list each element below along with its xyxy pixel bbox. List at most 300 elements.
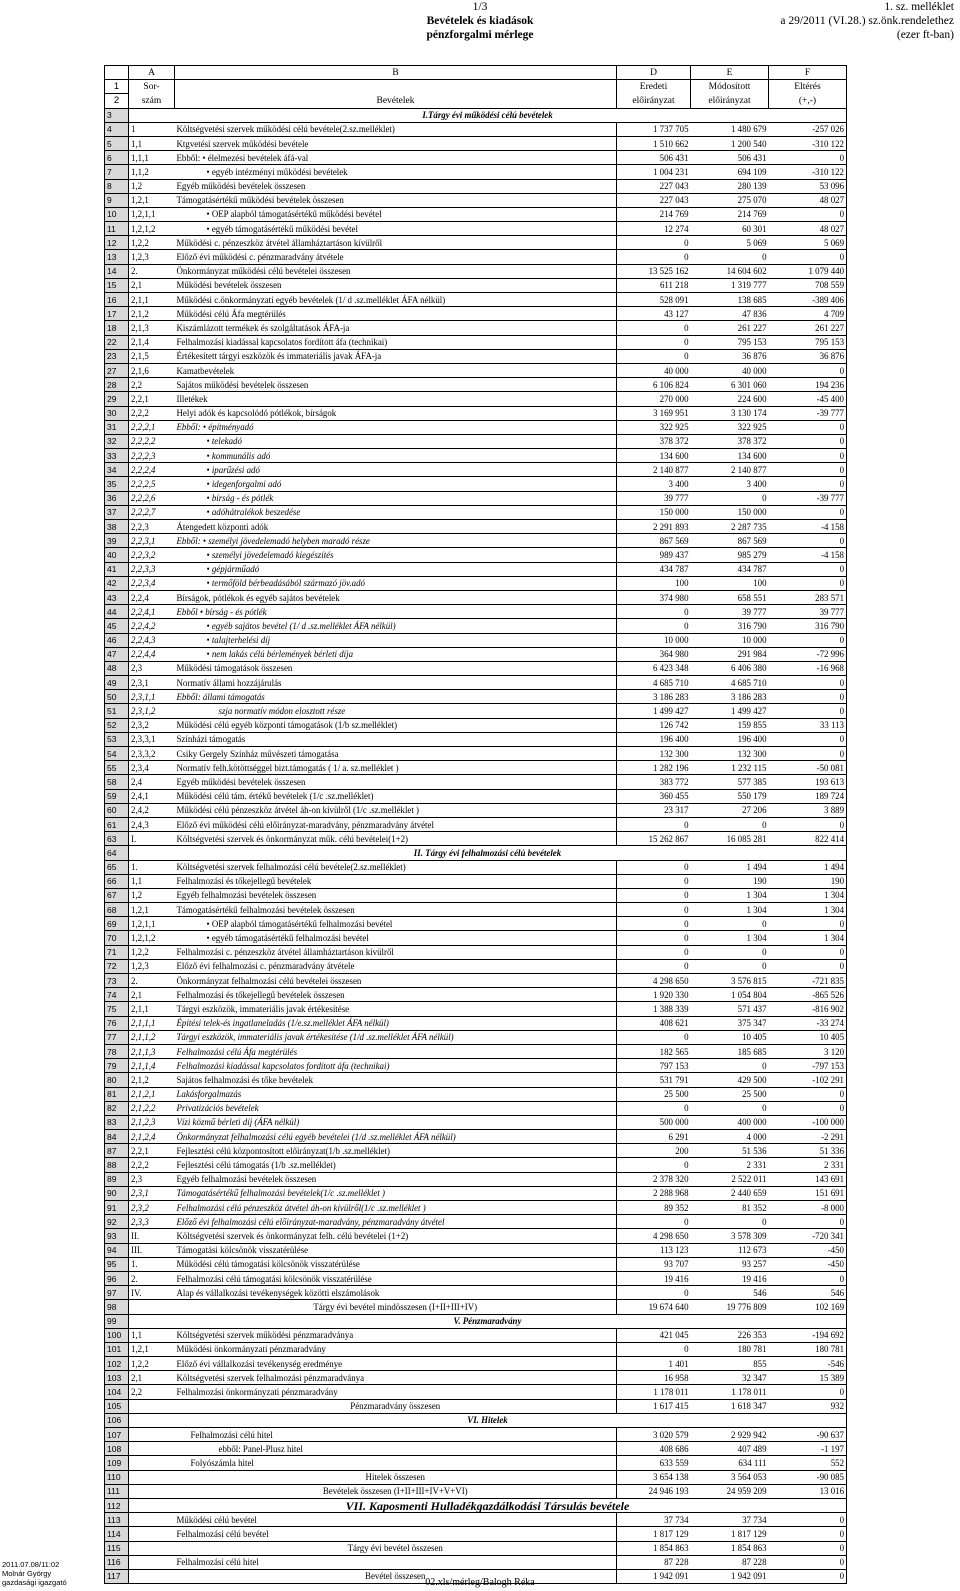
value-modified: 190 xyxy=(691,874,769,888)
table-row xyxy=(105,1371,847,1385)
row-code: 2,1,2,3 xyxy=(129,1115,175,1129)
row-label: Költségvetési szervek működési pénzmaradványa xyxy=(175,1328,617,1342)
value-modified: 694 109 xyxy=(691,165,769,179)
value-original: 25 500 xyxy=(617,1087,691,1101)
row-label: Tárgyi eszközök, immateriális javak értékesítése (1/d .sz.melléklet ÁFA nélkül) xyxy=(175,1030,617,1044)
row-code: 2,2,2 xyxy=(129,1158,175,1172)
table-row xyxy=(105,789,847,803)
value-original: 1 817 129 xyxy=(617,1527,691,1541)
value-difference: -2 291 xyxy=(769,1130,847,1144)
row-label: • egyéb sajátos bevétel (1/ d .sz.melléklet ÁFA nélkül) xyxy=(175,619,617,633)
value-difference: 0 xyxy=(769,151,847,165)
value-original: 0 xyxy=(617,1101,691,1115)
value-difference: 36 876 xyxy=(769,349,847,363)
row-number: 117 xyxy=(105,1569,129,1583)
value-modified: 27 206 xyxy=(691,803,769,817)
value-original: 43 127 xyxy=(617,307,691,321)
row-number: 113 xyxy=(105,1513,129,1527)
document-title: Bevételek és kiadások xyxy=(426,15,534,27)
table-row xyxy=(105,718,847,732)
table-row xyxy=(105,1016,847,1030)
row-number: 93 xyxy=(105,1229,129,1243)
value-original: 89 352 xyxy=(617,1201,691,1215)
table-row xyxy=(105,278,847,292)
row-label: Csiky Gergely Színház művészeti támogatása xyxy=(175,747,617,761)
value-difference: 0 xyxy=(769,633,847,647)
value-modified: 4 685 710 xyxy=(691,676,769,690)
row-code xyxy=(129,1541,175,1555)
row-code: 2,1,1 xyxy=(129,293,175,307)
row-number: 67 xyxy=(105,888,129,902)
value-original: 2 378 320 xyxy=(617,1172,691,1186)
value-original: 0 xyxy=(617,1158,691,1172)
value-original: 214 769 xyxy=(617,207,691,221)
value-original: 506 431 xyxy=(617,151,691,165)
header-row-2 xyxy=(105,94,847,108)
row-label: Felhalmozási célú támogatási kölcsönök visszatérülése xyxy=(175,1271,617,1285)
row-label: Ktgvetési szervek működési bevétele xyxy=(175,136,617,150)
value-original: 0 xyxy=(617,1286,691,1300)
table-row xyxy=(105,1087,847,1101)
value-difference: -72 996 xyxy=(769,647,847,661)
value-modified: 0 xyxy=(691,917,769,931)
value-modified: 132 300 xyxy=(691,747,769,761)
value-difference: 102 169 xyxy=(769,1300,847,1314)
row-code: 1,2,2 xyxy=(129,236,175,250)
value-difference: -4 158 xyxy=(769,548,847,562)
col-letter-a: A xyxy=(129,66,175,80)
row-code: 1,2,1,1 xyxy=(129,917,175,931)
row-number: 104 xyxy=(105,1385,129,1399)
value-difference: 0 xyxy=(769,477,847,491)
value-modified: 275 070 xyxy=(691,193,769,207)
row-number: 9 xyxy=(105,193,129,207)
value-original: 100 xyxy=(617,576,691,590)
row-code: 1,2,1 xyxy=(129,193,175,207)
value-difference: 0 xyxy=(769,959,847,973)
value-modified: 1 854 863 xyxy=(691,1541,769,1555)
value-difference: 0 xyxy=(769,1541,847,1555)
table-row xyxy=(105,661,847,675)
row-code: 2,4,2 xyxy=(129,803,175,817)
row-label: Tárgy évi bevétel összesen xyxy=(175,1541,617,1555)
table-row xyxy=(105,1059,847,1073)
value-difference: 283 571 xyxy=(769,590,847,604)
value-modified: 32 347 xyxy=(691,1371,769,1385)
row-number: 91 xyxy=(105,1201,129,1215)
value-original: 270 000 xyxy=(617,392,691,406)
table-row xyxy=(105,1115,847,1129)
table-row xyxy=(105,903,847,917)
value-modified: 25 500 xyxy=(691,1087,769,1101)
document-subtitle: pénzforgalmi mérlege xyxy=(426,29,534,41)
row-number: 88 xyxy=(105,1158,129,1172)
row-label: • talajterhelési díj xyxy=(175,633,617,647)
table-row xyxy=(105,562,847,576)
table-row xyxy=(105,335,847,349)
table-row xyxy=(105,392,847,406)
row-code: 2,3,3,1 xyxy=(129,732,175,746)
row-label: Felhalmozási c. pénzeszköz átvétel államháztartáson kívülről xyxy=(175,945,617,959)
value-difference: 3 889 xyxy=(769,803,847,817)
row-number: 52 xyxy=(105,718,129,732)
value-original: 989 437 xyxy=(617,548,691,562)
table-row xyxy=(105,505,847,519)
value-difference: -100 000 xyxy=(769,1115,847,1129)
row-number: 103 xyxy=(105,1371,129,1385)
row-label: Normatív állami hozzájárulás xyxy=(175,676,617,690)
row-number: 13 xyxy=(105,250,129,264)
row-number: 59 xyxy=(105,789,129,803)
value-difference: 0 xyxy=(769,420,847,434)
row-label: Ebből: • személyi jövedelemadó helyben maradó része xyxy=(175,534,617,548)
row-label: ebből: Panel-Plusz hitel xyxy=(175,1442,617,1456)
table-row xyxy=(105,1413,847,1427)
table-row xyxy=(105,363,847,377)
row-code xyxy=(129,1484,175,1498)
row-code: 1,1,1 xyxy=(129,151,175,165)
value-modified: 93 257 xyxy=(691,1257,769,1271)
value-modified: 6 406 380 xyxy=(691,661,769,675)
value-difference: -720 341 xyxy=(769,1229,847,1243)
value-original: 1 388 339 xyxy=(617,1002,691,1016)
row-code xyxy=(129,1513,175,1527)
row-code: 2,2,4,1 xyxy=(129,605,175,619)
value-original: 3 020 579 xyxy=(617,1428,691,1442)
value-original: 40 000 xyxy=(617,363,691,377)
table-row xyxy=(105,491,847,505)
value-difference: 0 xyxy=(769,1527,847,1541)
value-original: 200 xyxy=(617,1144,691,1158)
value-difference: 1 079 440 xyxy=(769,264,847,278)
row-number: 71 xyxy=(105,945,129,959)
value-modified: 550 179 xyxy=(691,789,769,803)
value-original: 227 043 xyxy=(617,193,691,207)
value-difference: -8 000 xyxy=(769,1201,847,1215)
value-difference: 0 xyxy=(769,1101,847,1115)
value-difference: 33 113 xyxy=(769,718,847,732)
row-number: 111 xyxy=(105,1484,129,1498)
value-modified: 1 304 xyxy=(691,931,769,945)
table-row xyxy=(105,747,847,761)
value-modified: 316 790 xyxy=(691,619,769,633)
value-original: 1 854 863 xyxy=(617,1541,691,1555)
value-modified: 1 200 540 xyxy=(691,136,769,150)
value-original: 0 xyxy=(617,1030,691,1044)
value-difference: 53 096 xyxy=(769,179,847,193)
value-modified: 1 304 xyxy=(691,903,769,917)
table-row xyxy=(105,576,847,590)
table-row xyxy=(105,207,847,221)
value-difference: 1 304 xyxy=(769,888,847,902)
value-difference: 0 xyxy=(769,562,847,576)
row-label: Felhalmozási célú hitel xyxy=(175,1428,617,1442)
row-label: • bírság - és pótlék xyxy=(175,491,617,505)
value-original: 0 xyxy=(617,959,691,973)
value-difference: -721 835 xyxy=(769,974,847,988)
value-original: 3 654 138 xyxy=(617,1470,691,1484)
value-difference: 48 027 xyxy=(769,193,847,207)
row-code: 2,2,3,3 xyxy=(129,562,175,576)
revenue-table xyxy=(104,65,847,1584)
table-row xyxy=(105,1101,847,1115)
table-row xyxy=(105,846,847,860)
row-number: 106 xyxy=(105,1413,129,1427)
table-row xyxy=(105,1002,847,1016)
value-modified: 1 232 115 xyxy=(691,761,769,775)
value-difference: 546 xyxy=(769,1286,847,1300)
value-original: 434 787 xyxy=(617,562,691,576)
header-bevetelek-2: Bevételek xyxy=(175,94,617,108)
row-label: Működési c. pénzeszköz átvétel államháztartáson kívülről xyxy=(175,236,617,250)
table-row xyxy=(105,888,847,902)
value-modified: 855 xyxy=(691,1357,769,1371)
row-code: 1. xyxy=(129,860,175,874)
value-original: 4 298 650 xyxy=(617,974,691,988)
value-modified: 47 836 xyxy=(691,307,769,321)
row-code: 1,1 xyxy=(129,874,175,888)
table-row xyxy=(105,1484,847,1498)
value-difference: -39 777 xyxy=(769,491,847,505)
value-original: 16 958 xyxy=(617,1371,691,1385)
row-number: 65 xyxy=(105,860,129,874)
row-code: 2,2,2 xyxy=(129,406,175,420)
value-difference: 0 xyxy=(769,576,847,590)
value-modified: 322 925 xyxy=(691,420,769,434)
value-modified: 39 777 xyxy=(691,605,769,619)
value-original: 6 291 xyxy=(617,1130,691,1144)
row-code: 2,1,2 xyxy=(129,307,175,321)
value-original: 23 317 xyxy=(617,803,691,817)
row-code: 1,2,1 xyxy=(129,1342,175,1356)
table-row xyxy=(105,917,847,931)
table-row xyxy=(105,959,847,973)
row-number: 51 xyxy=(105,704,129,718)
row-label: Költségvetési szervek felhalmozási pénzmaradványa xyxy=(175,1371,617,1385)
value-difference: 151 691 xyxy=(769,1186,847,1200)
row-label: Előző évi működési célú előirányzat-maradvány, pénzmaradvány átvétel xyxy=(175,817,617,831)
table-row xyxy=(105,690,847,704)
value-modified: 87 228 xyxy=(691,1555,769,1569)
row-code: 2,2,3,4 xyxy=(129,576,175,590)
table-row xyxy=(105,122,847,136)
table-row xyxy=(105,548,847,562)
row-number: 108 xyxy=(105,1442,129,1456)
value-difference: 10 405 xyxy=(769,1030,847,1044)
row-label: Lakásforgalmazás xyxy=(175,1087,617,1101)
row-code: 2,3 xyxy=(129,661,175,675)
value-difference: -4 158 xyxy=(769,520,847,534)
row-number: 72 xyxy=(105,959,129,973)
row-number: 75 xyxy=(105,1002,129,1016)
value-original: 408 621 xyxy=(617,1016,691,1030)
row-number: 112 xyxy=(105,1498,129,1512)
row-code: 2,1,1,4 xyxy=(129,1059,175,1073)
row-code: 1,2,1,2 xyxy=(129,222,175,236)
row-label: Bírságok, pótlékok és egyéb sajátos bevételek xyxy=(175,590,617,604)
row-code: 2,1,4 xyxy=(129,335,175,349)
table-row xyxy=(105,1073,847,1087)
value-original: 1 004 231 xyxy=(617,165,691,179)
row-number: 53 xyxy=(105,732,129,746)
value-difference: 48 027 xyxy=(769,222,847,236)
value-original: 150 000 xyxy=(617,505,691,519)
row-code: 1,2,1 xyxy=(129,903,175,917)
row-code: 2,1 xyxy=(129,988,175,1002)
value-original: 93 707 xyxy=(617,1257,691,1271)
row-code: 1,2,3 xyxy=(129,250,175,264)
value-difference: -389 406 xyxy=(769,293,847,307)
value-difference: -865 526 xyxy=(769,988,847,1002)
row-number: 64 xyxy=(105,846,129,860)
row-number: 5 xyxy=(105,136,129,150)
value-original: 1 401 xyxy=(617,1357,691,1371)
row-number: 44 xyxy=(105,605,129,619)
row-number: 82 xyxy=(105,1101,129,1115)
value-original: 1 499 427 xyxy=(617,704,691,718)
table-row xyxy=(105,1513,847,1527)
value-original: 1 282 196 xyxy=(617,761,691,775)
table-row xyxy=(105,988,847,1002)
table-row xyxy=(105,108,847,122)
row-number: 76 xyxy=(105,1016,129,1030)
value-difference: 1 304 xyxy=(769,903,847,917)
table-row xyxy=(105,1271,847,1285)
table-row xyxy=(105,1229,847,1243)
row-number: 43 xyxy=(105,590,129,604)
row-number: 14 xyxy=(105,264,129,278)
row-number: 34 xyxy=(105,463,129,477)
row-label: Költségvetési szervek működési célú bevétele(2.sz.melléklet) xyxy=(175,122,617,136)
value-difference: -194 692 xyxy=(769,1328,847,1342)
row-label: Hitelek összesen xyxy=(175,1470,617,1484)
row-number: 74 xyxy=(105,988,129,1002)
row-label: Kamatbevételek xyxy=(175,363,617,377)
row-label: Támogatási kölcsönök visszatérülése xyxy=(175,1243,617,1257)
value-original: 383 772 xyxy=(617,775,691,789)
value-modified: 867 569 xyxy=(691,534,769,548)
row-label: Építési telek-és ingatlaneladás (1/e.sz.melléklet ÁFA nélkül) xyxy=(175,1016,617,1030)
table-row xyxy=(105,1555,847,1569)
value-difference: -257 026 xyxy=(769,122,847,136)
value-modified: 0 xyxy=(691,1101,769,1115)
row-number: 115 xyxy=(105,1541,129,1555)
table-row xyxy=(105,974,847,988)
value-modified: 196 400 xyxy=(691,732,769,746)
row-code xyxy=(129,1555,175,1569)
value-difference: 0 xyxy=(769,463,847,477)
row-code: 2,3,1,2 xyxy=(129,704,175,718)
value-modified: 506 431 xyxy=(691,151,769,165)
row-number: 38 xyxy=(105,520,129,534)
row-number: 87 xyxy=(105,1144,129,1158)
value-modified: 1 499 427 xyxy=(691,704,769,718)
value-difference: 0 xyxy=(769,817,847,831)
row-number: 70 xyxy=(105,931,129,945)
value-modified: 546 xyxy=(691,1286,769,1300)
row-code xyxy=(129,1527,175,1541)
value-original: 2 140 877 xyxy=(617,463,691,477)
row-code: 2. xyxy=(129,1271,175,1285)
value-difference: 190 xyxy=(769,874,847,888)
table-row xyxy=(105,676,847,690)
row-label: Bevétel összesen xyxy=(175,1569,617,1583)
value-difference: -816 902 xyxy=(769,1002,847,1016)
row-label: • termőföld bérbeadásából származó jöv.adó xyxy=(175,576,617,590)
table-row xyxy=(105,463,847,477)
value-original: 87 228 xyxy=(617,1555,691,1569)
table-row xyxy=(105,590,847,604)
value-modified: 375 347 xyxy=(691,1016,769,1030)
value-difference: -50 081 xyxy=(769,761,847,775)
value-difference: 0 xyxy=(769,1555,847,1569)
row-code: 2,3,4 xyxy=(129,761,175,775)
table-row xyxy=(105,321,847,335)
decree-label: a 29/2011 (VI.28.) sz.önk.rendelethez xyxy=(780,15,954,27)
row-label: • iparűzési adó xyxy=(175,463,617,477)
table-row xyxy=(105,193,847,207)
row-number: 55 xyxy=(105,761,129,775)
row-label: Egyéb felhalmozási bevételek összesen xyxy=(175,888,617,902)
row-number: 66 xyxy=(105,874,129,888)
col-letter-d: D xyxy=(617,66,691,80)
row-code: 2,3,3,2 xyxy=(129,747,175,761)
row-number: 40 xyxy=(105,548,129,562)
table-row xyxy=(105,1456,847,1470)
corner-cell xyxy=(105,66,129,80)
table-row xyxy=(105,165,847,179)
value-original: 0 xyxy=(617,817,691,831)
row-number: 46 xyxy=(105,633,129,647)
table-row xyxy=(105,619,847,633)
value-difference: -450 xyxy=(769,1243,847,1257)
value-modified: 1 304 xyxy=(691,888,769,902)
value-modified: 2 440 659 xyxy=(691,1186,769,1200)
column-letters-row xyxy=(105,66,847,80)
row-code: 2,1,2,1 xyxy=(129,1087,175,1101)
table-row xyxy=(105,1385,847,1399)
row-label: Előző évi felhalmozási c. pénzmaradvány átvétele xyxy=(175,959,617,973)
row-label: Működési támogatások összesen xyxy=(175,661,617,675)
table-row xyxy=(105,349,847,363)
row-label: Előző évi vállalkozási tevékenység eredménye xyxy=(175,1357,617,1371)
table-row xyxy=(105,1044,847,1058)
table-row xyxy=(105,945,847,959)
row-number: 69 xyxy=(105,917,129,931)
value-original: 611 218 xyxy=(617,278,691,292)
value-modified: 226 353 xyxy=(691,1328,769,1342)
value-original: 10 000 xyxy=(617,633,691,647)
row-code: 2,1,6 xyxy=(129,363,175,377)
value-modified: 24 959 209 xyxy=(691,1484,769,1498)
row-label: Felhalmozási kiadással kapcsolatos fordított áfa (technikai) xyxy=(175,335,617,349)
value-original: 1 942 091 xyxy=(617,1569,691,1583)
value-modified: 407 489 xyxy=(691,1442,769,1456)
value-difference: -1 197 xyxy=(769,1442,847,1456)
row-label: Felhalmozási célú pénzeszköz átvétel áh-on kívülről(1/c .sz.melléklet ) xyxy=(175,1201,617,1215)
value-difference: 0 xyxy=(769,1569,847,1583)
table-row xyxy=(105,803,847,817)
table-row xyxy=(105,1328,847,1342)
value-difference: 0 xyxy=(769,917,847,931)
value-modified: 60 301 xyxy=(691,222,769,236)
value-difference: 0 xyxy=(769,449,847,463)
row-number: 33 xyxy=(105,449,129,463)
value-difference: 552 xyxy=(769,1456,847,1470)
value-difference: -90 637 xyxy=(769,1428,847,1442)
col-letter-b: B xyxy=(175,66,617,80)
value-difference: 13 016 xyxy=(769,1484,847,1498)
